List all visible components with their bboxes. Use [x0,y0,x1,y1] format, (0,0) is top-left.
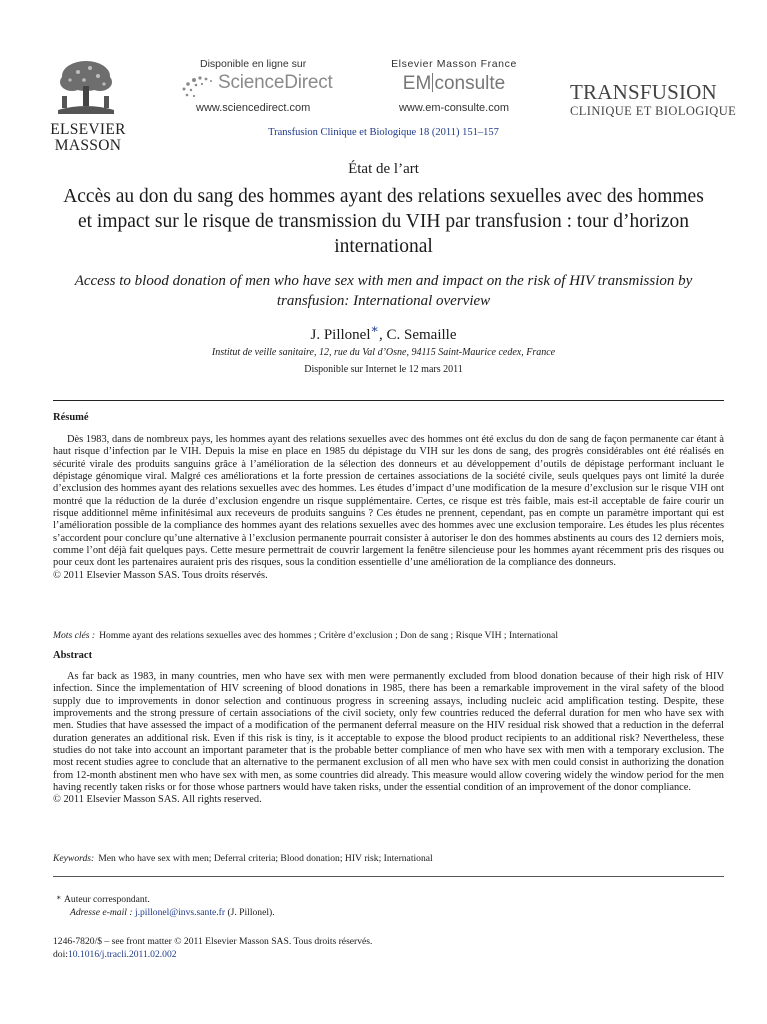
sciencedirect-available-text: Disponible en ligne sur [200,58,307,70]
mots-cles-label: Mots clés : [53,630,96,641]
sciencedirect-block[interactable] [178,58,338,122]
journal-citation[interactable]: Transfusion Clinique et Biologique 18 (2011) 151–157 [268,127,499,138]
keywords-en [53,853,724,864]
keywords-label: Keywords: [53,853,95,864]
abstract-copyright: © 2011 Elsevier Masson SAS. All rights reserved. [53,794,262,806]
resume-section [53,434,724,582]
available-online-date: Disponible sur Internet le 12 mars 2011 [304,364,463,375]
doi-prefix: doi: [53,949,68,960]
keywords-list: Men who have sex with men; Deferral criteria; Blood donation; HIV risk; International [98,853,433,864]
sciencedirect-brand: ScienceDirect [218,72,333,93]
sciencedirect-dots-icon [180,72,222,102]
doi-link[interactable]: 10.1016/j.tracli.2011.02.002 [67,949,177,960]
author-semaille: , C. Semaille [379,327,457,343]
doi-line [53,949,177,960]
author-email-link[interactable]: j.pillonel@invs.sante.fr [134,907,226,918]
journal-logo [570,80,737,119]
elsevier-wordmark: ELSEVIER [50,121,126,138]
footnote-corresponding: Auteur correspondant. [64,894,150,905]
journal-logo-subtitle: CLINIQUE ET BIOLOGIQUE [570,104,737,118]
elsevier-tree-icon [54,58,118,114]
footnote-email-label: Adresse e-mail : [70,907,133,918]
emconsulte-block[interactable] [384,58,524,122]
issn-line: 1246-7820/$ – see front matter © 2011 Elsevier Masson SAS. Tous droits réservés. [53,936,373,947]
emconsulte-publisher: Elsevier Masson France [391,58,517,70]
footnote-divider [53,876,724,877]
footnote-email-line [64,906,275,919]
resume-heading: Résumé [53,412,89,423]
emconsulte-brand [384,73,524,95]
sciencedirect-url[interactable]: www.sciencedirect.com [196,102,311,114]
masson-wordmark: MASSON [54,137,122,154]
abstract-heading: Abstract [53,650,93,661]
emconsulte-brand-consulte: consulte [434,73,506,94]
journal-logo-transfusion: TRANSFUSION [570,80,717,104]
top-divider [53,400,724,401]
mots-cles-list: Homme ayant des relations sexuelles avec des hommes ; Critère d’exclusion ; Don de sang ; Risque VIH ; International [99,630,558,641]
article-title-fr: Accès au don du sang des hommes ayant des relations sexuelles avec des hommes et impact sur le risque de transmission du VIH par transfusion : tour d’horizon international [63,186,704,257]
affiliation: Institut de veille sanitaire, 12, rue du Val d’Osne, 94115 Saint-Maurice cedex, France [211,347,556,358]
emconsulte-url[interactable]: www.em-consulte.com [398,102,510,114]
author-pillonel: J. Pillonel [310,327,371,343]
emconsulte-brand-em: EM [402,73,432,94]
section-type: État de l’art [348,161,419,177]
resume-paragraph: Dès 1983, dans de nombreux pays, les hommes ayant des relations sexuelles avec des hommes ont été exclus du don de sang de façon permanente car étant à haut risque d’infection par le VIH. Depuis la mise en place en 1985 du dépistage du VIH sur les dons de sang, des progrès considérables ont été réalisés en sécurité virale des produits sanguins grâce à l’amélioration de la sélection des donneurs et au développement d’outils de dépistage performant incluant le dépistage génomique viral. Malgré ces améliorations et la forte pression de certaines associations de la société civile, seuls quelques pays ont limité la durée d’exclusion des hommes ayant des relations sexuelles avec des hommes. Les études d’impact d’une modification de la mesure d’exclusion sur le risque VIH ont montré que la réduction de la durée d’exclusion engendre un risque supplémentaire. Certes, ce risque est très faible, mais est-il acceptable de faire courir un risque additionnel même infinitésimal aux receveurs de produits sanguins ? Ces études ne prennent, cependant, pas en compte un paramètre important qui est l’amélioration possible de la compliance des hommes ayant des relations sexuelles avec des hommes avec une exclusion temporaire. Les études les plus récentes s’accordent pour conclure qu’une alternative à l’exclusion permanente pourrait consister à autoriser le don des hommes abstinents au cours des 12 derniers mois, comme l’ont déjà fait quelques pays. Cette mesure permettrait de couvrir largement la fenêtre silencieuse pour les hommes ayant récemment pris des risques ou pour ceux dont les partenaires auraient pris des risques, sous la condition essentielle d’une amélioration de la compliance des donneurs. [53,434,724,569]
resume-copyright: © 2011 Elsevier Masson SAS. Tous droits réservés. [53,569,268,581]
authors [0,321,767,344]
footnote-email-suffix: (J. Pillonel). [227,907,275,918]
corresponding-author-footnote [56,893,275,919]
abstract-paragraph: As far back as 1983, in many countries, men who have sex with men were permanently excluded from blood donation because of their high risk of HIV infection. Since the implementation of HIV screening of blood donations in 1985, there has been a remarkable improvement in the viral safety of the blood supply due to improvements in donor selection and continuous progress in screening assays, including nucleic acid amplification testing. Despite, these improvements and the strong pressure of certain associations of the civil society, only few countries reduced the deferral duration for men who have sex with men. Studies that have assessed the impact of a modification of the permanent deferral measure on the HIV residual risk showed that a reduction in the deferral duration generates an additional risk. Even if this risk is tiny, is it acceptable to expose the blood product recipients to an additional risk? Nevertheless, these studies do not take into account an important parameter that is the probable better compliance of men who have sex with men with a temporary exclusion. The most recent studies agree to conclude that an alternative to the permanent exclusion of all men who have sex with men could consist in authorizing the donation from 12-month abstinent men who have sex with men, as some countries did already. This measure would allow covering widely the window period for the men having recently taken risks or for those whose partners would have taken risks, under the essential condition of an improvement of the donor compliance. [53,671,724,794]
elsevier-masson-logo [46,58,130,154]
footnote-mark: ∗ [56,893,62,902]
mots-cles [53,630,724,641]
abstract-section [53,671,724,807]
article-title-en: Access to blood donation of men who have sex with men and impact on the risk of HIV transmission by transfusion: International overview [74,273,693,309]
corresponding-author-mark[interactable]: ∗ [370,322,379,336]
